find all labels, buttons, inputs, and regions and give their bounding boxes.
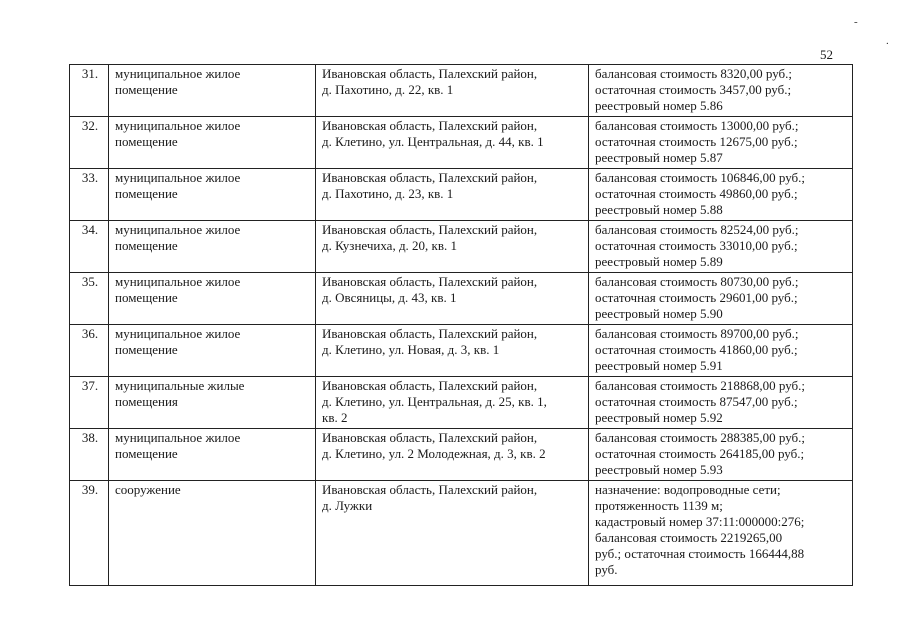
property-address: Ивановская область, Палехский район, д. Клетино, ул. Центральная, д. 44, кв. 1 bbox=[316, 117, 589, 169]
row-number: 32. bbox=[70, 117, 109, 169]
property-name: муниципальное жилое помещение bbox=[109, 117, 316, 169]
row-number: 31. bbox=[70, 65, 109, 117]
property-details: балансовая стоимость 288385,00 руб.; остаточная стоимость 264185,00 руб.; реестровый номер 5.93 bbox=[589, 429, 853, 481]
row-number: 36. bbox=[70, 325, 109, 377]
row-number: 35. bbox=[70, 273, 109, 325]
property-name: муниципальное жилое помещение bbox=[109, 169, 316, 221]
table-row bbox=[70, 429, 853, 481]
property-name: муниципальное жилое помещение bbox=[109, 221, 316, 273]
property-name: сооружение bbox=[109, 481, 316, 586]
scan-mark: . bbox=[886, 35, 889, 47]
property-address: Ивановская область, Палехский район, д. Лужки bbox=[316, 481, 589, 586]
table-row bbox=[70, 377, 853, 429]
scan-mark: - bbox=[854, 16, 858, 28]
property-name: муниципальные жилые помещения bbox=[109, 377, 316, 429]
property-details: балансовая стоимость 89700,00 руб.; остаточная стоимость 41860,00 руб.; реестровый номер 5.91 bbox=[589, 325, 853, 377]
property-registry-table bbox=[69, 64, 853, 586]
table-row bbox=[70, 169, 853, 221]
row-number: 34. bbox=[70, 221, 109, 273]
property-details: балансовая стоимость 13000,00 руб.; остаточная стоимость 12675,00 руб.; реестровый номер 5.87 bbox=[589, 117, 853, 169]
property-details: балансовая стоимость 80730,00 руб.; остаточная стоимость 29601,00 руб.; реестровый номер 5.90 bbox=[589, 273, 853, 325]
table-row bbox=[70, 221, 853, 273]
property-address: Ивановская область, Палехский район, д. Клетино, ул. Центральная, д. 25, кв. 1, кв. 2 bbox=[316, 377, 589, 429]
property-details: балансовая стоимость 218868,00 руб.; остаточная стоимость 87547,00 руб.; реестровый номер 5.92 bbox=[589, 377, 853, 429]
table-row bbox=[70, 65, 853, 117]
property-name: муниципальное жилое помещение bbox=[109, 273, 316, 325]
table-row bbox=[70, 117, 853, 169]
property-address: Ивановская область, Палехский район, д. Пахотино, д. 23, кв. 1 bbox=[316, 169, 589, 221]
property-details: назначение: водопроводные сети; протяженность 1139 м; кадастровый номер 37:11:000000:276; балансовая стоимость 2219265,00 руб.; остаточная стоимость 166444,88 руб. bbox=[589, 481, 853, 586]
table-row bbox=[70, 325, 853, 377]
table-row bbox=[70, 481, 853, 586]
property-address: Ивановская область, Палехский район, д. Пахотино, д. 22, кв. 1 bbox=[316, 65, 589, 117]
row-number: 39. bbox=[70, 481, 109, 586]
property-address: Ивановская область, Палехский район, д. Овсяницы, д. 43, кв. 1 bbox=[316, 273, 589, 325]
property-name: муниципальное жилое помещение bbox=[109, 65, 316, 117]
row-number: 38. bbox=[70, 429, 109, 481]
property-address: Ивановская область, Палехский район, д. Кузнечиха, д. 20, кв. 1 bbox=[316, 221, 589, 273]
page-number: 52 bbox=[820, 47, 833, 62]
property-details: балансовая стоимость 106846,00 руб.; остаточная стоимость 49860,00 руб.; реестровый номер 5.88 bbox=[589, 169, 853, 221]
property-details: балансовая стоимость 82524,00 руб.; остаточная стоимость 33010,00 руб.; реестровый номер 5.89 bbox=[589, 221, 853, 273]
table-row bbox=[70, 273, 853, 325]
property-name: муниципальное жилое помещение bbox=[109, 325, 316, 377]
property-name: муниципальное жилое помещение bbox=[109, 429, 316, 481]
row-number: 33. bbox=[70, 169, 109, 221]
row-number: 37. bbox=[70, 377, 109, 429]
property-address: Ивановская область, Палехский район, д. Клетино, ул. 2 Молодежная, д. 3, кв. 2 bbox=[316, 429, 589, 481]
property-address: Ивановская область, Палехский район, д. Клетино, ул. Новая, д. 3, кв. 1 bbox=[316, 325, 589, 377]
property-details: балансовая стоимость 8320,00 руб.; остаточная стоимость 3457,00 руб.; реестровый номер 5.86 bbox=[589, 65, 853, 117]
